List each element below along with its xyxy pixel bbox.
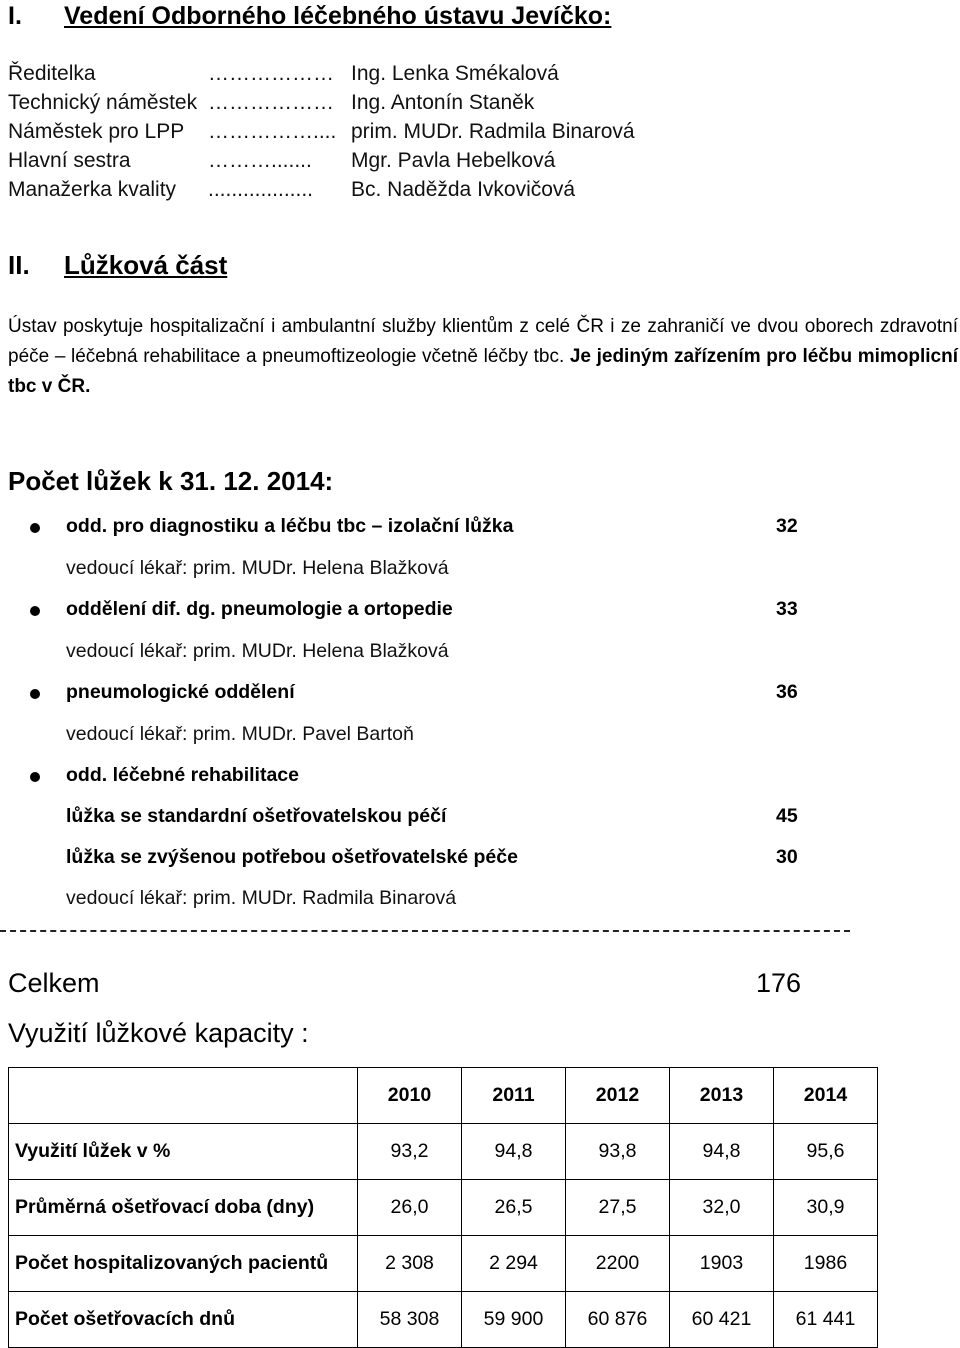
dashed-separator bbox=[0, 930, 850, 932]
table-cell: 2 294 bbox=[462, 1236, 566, 1292]
bullet-icon bbox=[30, 523, 40, 533]
row-label: Průměrná ošetřovací doba (dny) bbox=[9, 1180, 358, 1236]
ward-subcategory-name: lůžka se standardní ošetřovatelskou péčí bbox=[66, 805, 447, 827]
section-2-title: Lůžková část bbox=[64, 250, 228, 280]
ward-subcategory-beds: 30 bbox=[776, 846, 798, 868]
section-2-heading bbox=[8, 250, 227, 281]
table-cell: 94,8 bbox=[462, 1124, 566, 1180]
staff-dots: …………….... bbox=[208, 120, 337, 143]
table-row bbox=[9, 1180, 878, 1236]
staff-role: Technický náměstek bbox=[8, 91, 198, 114]
bullet-icon bbox=[30, 772, 40, 782]
ward-beds: 32 bbox=[776, 515, 798, 537]
table-cell: 93,8 bbox=[566, 1124, 670, 1180]
staff-dots: ……………… bbox=[208, 91, 334, 114]
ward-name: pneumologické oddělení bbox=[66, 681, 295, 703]
beds-title: Počet lůžek k 31. 12. 2014: bbox=[8, 466, 334, 496]
ward-doctor: vedoucí lékař: prim. MUDr. Helena Blažková bbox=[66, 640, 449, 662]
table-cell: 59 900 bbox=[462, 1292, 566, 1348]
table-cell: 60 876 bbox=[566, 1292, 670, 1348]
row-label: Počet ošetřovacích dnů bbox=[9, 1292, 358, 1348]
staff-role: Náměstek pro LPP bbox=[8, 120, 185, 143]
table-row bbox=[9, 1292, 878, 1348]
staff-name: Mgr. Pavla Hebelková bbox=[351, 149, 556, 172]
table-cell: 1903 bbox=[670, 1236, 774, 1292]
ward-name: odd. pro diagnostiku a léčbu tbc – izolační lůžka bbox=[66, 515, 514, 537]
ward-beds: 36 bbox=[776, 681, 798, 703]
table-cell: 95,6 bbox=[774, 1124, 878, 1180]
table-header-row bbox=[9, 1068, 878, 1124]
table-cell: 1986 bbox=[774, 1236, 878, 1292]
year-header: 2014 bbox=[774, 1068, 878, 1124]
year-header: 2011 bbox=[462, 1068, 566, 1124]
year-header: 2013 bbox=[670, 1068, 774, 1124]
staff-role: Manažerka kvality bbox=[8, 178, 177, 201]
staff-dots: .................. bbox=[208, 178, 314, 201]
ward-name: odd. léčebné rehabilitace bbox=[66, 764, 299, 786]
table-corner-cell bbox=[9, 1068, 358, 1124]
table-cell: 26,0 bbox=[358, 1180, 462, 1236]
ward-beds: 33 bbox=[776, 598, 798, 620]
total-label: Celkem bbox=[8, 968, 100, 998]
table-cell: 32,0 bbox=[670, 1180, 774, 1236]
section-1-heading bbox=[8, 2, 611, 31]
staff-dots: ……………… bbox=[208, 62, 334, 85]
staff-name: prim. MUDr. Radmila Binarová bbox=[351, 120, 635, 143]
table-cell: 30,9 bbox=[774, 1180, 878, 1236]
intro-bold-text: Je jediným zařízením pro léčbu mimoplicní tbc v ČR. bbox=[8, 346, 958, 397]
table-cell: 60 421 bbox=[670, 1292, 774, 1348]
section-2-number: II. bbox=[8, 250, 30, 280]
table-cell: 26,5 bbox=[462, 1180, 566, 1236]
year-header: 2012 bbox=[566, 1068, 670, 1124]
staff-dots: ………....... bbox=[208, 149, 312, 172]
staff-name: Bc. Naděžda Ivkovičová bbox=[351, 178, 576, 201]
bullet-icon bbox=[30, 606, 40, 616]
table-cell: 2 308 bbox=[358, 1236, 462, 1292]
staff-role: Hlavní sestra bbox=[8, 149, 131, 172]
ward-doctor: vedoucí lékař: prim. MUDr. Helena Blažková bbox=[66, 557, 449, 579]
utilization-table bbox=[8, 1067, 878, 1348]
row-label: Počet hospitalizovaných pacientů bbox=[9, 1236, 358, 1292]
bullet-icon bbox=[30, 689, 40, 699]
ward-doctor: vedoucí lékař: prim. MUDr. Radmila Binarová bbox=[66, 887, 457, 909]
staff-name: Ing. Antonín Staněk bbox=[351, 91, 535, 114]
section-1-number: I. bbox=[8, 2, 22, 30]
ward-name: oddělení dif. dg. pneumologie a ortopedie bbox=[66, 598, 453, 620]
section-1-title: Vedení Odborného léčebného ústavu Jevíčko: bbox=[64, 2, 612, 30]
table-cell: 27,5 bbox=[566, 1180, 670, 1236]
total-value: 176 bbox=[756, 968, 802, 998]
intro-text: Ústav poskytuje hospitalizační i ambulantní služby klientům z celé ČR i ze zahraničí ve dvou oborech zdravotní péče – léčebná rehabilitace a pneumoftizeologie včetně léčby tbc. bbox=[8, 316, 958, 367]
table-cell: 61 441 bbox=[774, 1292, 878, 1348]
row-label: Využití lůžek v % bbox=[9, 1124, 358, 1180]
staff-role: Ředitelka bbox=[8, 62, 96, 85]
ward-subcategory-beds: 45 bbox=[776, 805, 798, 827]
staff-name: Ing. Lenka Smékalová bbox=[351, 62, 559, 85]
table-cell: 58 308 bbox=[358, 1292, 462, 1348]
utilization-title: Využití lůžkové kapacity : bbox=[8, 1018, 309, 1048]
table-row bbox=[9, 1236, 878, 1292]
table-row bbox=[9, 1124, 878, 1180]
ward-doctor: vedoucí lékař: prim. MUDr. Pavel Bartoň bbox=[66, 723, 414, 745]
year-header: 2010 bbox=[358, 1068, 462, 1124]
table-cell: 94,8 bbox=[670, 1124, 774, 1180]
intro-paragraph bbox=[8, 312, 958, 402]
table-cell: 93,2 bbox=[358, 1124, 462, 1180]
ward-subcategory-name: lůžka se zvýšenou potřebou ošetřovatelské péče bbox=[66, 846, 518, 868]
table-cell: 2200 bbox=[566, 1236, 670, 1292]
